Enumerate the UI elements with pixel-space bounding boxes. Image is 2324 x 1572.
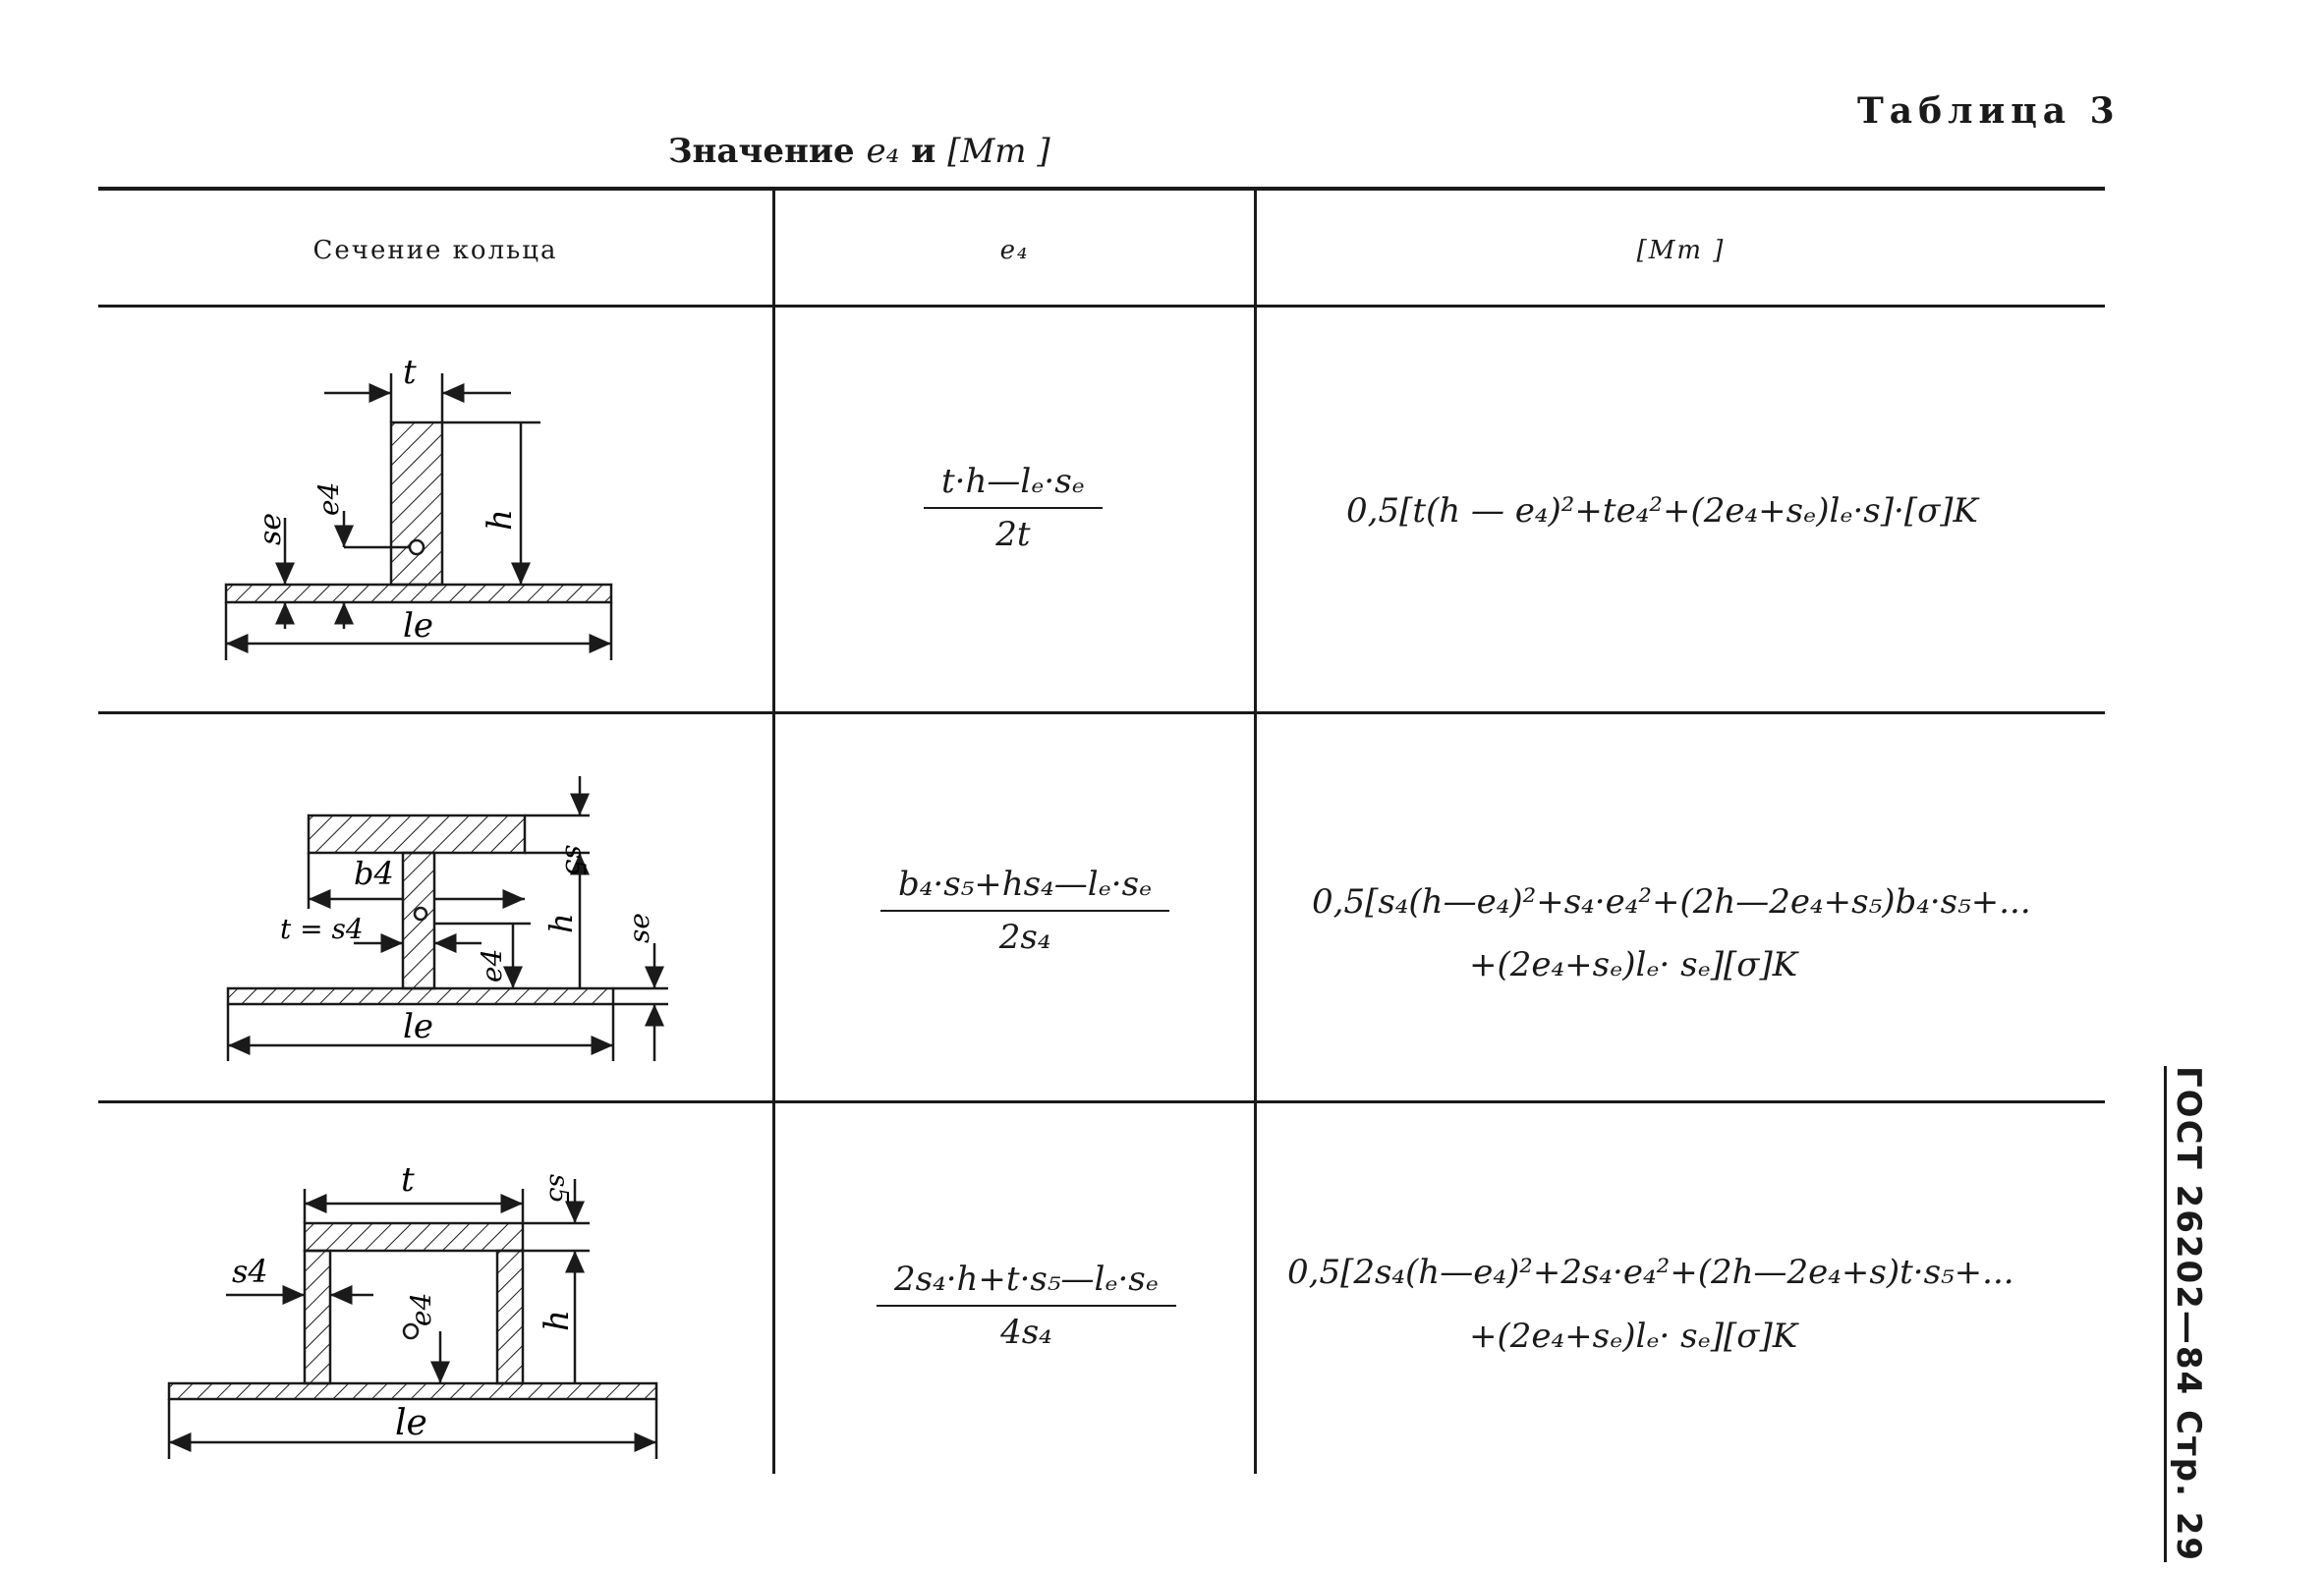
- table-number: Таблица 3: [1857, 90, 2121, 132]
- title-e4: e₄: [866, 132, 900, 171]
- title-mt: [Mт ]: [947, 132, 1050, 171]
- label-se-row1: se: [254, 512, 288, 545]
- e4-formula-row3: [877, 1260, 1176, 1352]
- label-b4-row2: b4: [354, 855, 394, 892]
- e4-numerator-row2: b₄·s₅+hs₄—lₑ·sₑ: [880, 865, 1169, 912]
- title-prefix: Значение: [668, 132, 855, 171]
- e4-denominator-row2: 2s₄: [998, 918, 1051, 957]
- mt-formula-row3-line1: 0,5[2s₄(h—e₄)²+2s₄·e₄²+(2h—2e₄+s)t·s₅+...: [1287, 1253, 2014, 1292]
- header-section: Сечение кольца: [312, 236, 558, 265]
- label-s5-row2: s5: [559, 845, 592, 877]
- e4-numerator-row1: t·h—lₑ·sₑ: [924, 462, 1103, 509]
- header-mt-text: [Mт ]: [1636, 236, 1726, 265]
- label-h-row2: h: [542, 913, 580, 933]
- label-e4-row3: e4: [405, 1292, 437, 1326]
- label-se-row2: se: [623, 913, 655, 943]
- label-e4-row1: e4: [312, 481, 345, 516]
- e4-formula-row2: [880, 865, 1169, 957]
- header-e4-text: e₄: [999, 236, 1030, 265]
- label-le-row2: le: [403, 1007, 433, 1046]
- mt-formula-row2-line2: +(2e₄+sₑ)lₑ· sₑ][σ]K: [1469, 945, 1798, 984]
- label-t-row1: t: [403, 353, 417, 392]
- label-h-row3: h: [538, 1310, 577, 1331]
- mt-formula-row3-line2: +(2e₄+sₑ)lₑ· sₑ][σ]K: [1469, 1317, 1798, 1356]
- mt-formula-row1: 0,5[t(h — e₄)²+te₄²+(2e₄+sₑ)lₑ·s]·[σ]K: [1346, 491, 1978, 531]
- label-h-row1: h: [481, 509, 520, 531]
- label-le-row3: le: [395, 1403, 427, 1443]
- mt-formula-row2-line1: 0,5[s₄(h—e₄)²+s₄·e₄²+(2h—2e₄+s₅)b₄·s₅+...: [1312, 882, 2031, 922]
- label-e4-row2: e4: [476, 948, 508, 982]
- e4-denominator-row1: 2t: [995, 515, 1031, 554]
- standard-page-label-text: ГОСТ 26202—84 Стр. 29: [2164, 1066, 2208, 1562]
- title-and: и: [911, 132, 936, 171]
- e4-denominator-row3: 4s₄: [1000, 1313, 1052, 1352]
- label-t-row3: t: [401, 1160, 415, 1200]
- label-le-row1: le: [403, 606, 433, 646]
- e4-formula-row1: [924, 462, 1103, 554]
- label-s5-row3: s5: [543, 1174, 573, 1204]
- label-t-s4-row2: t = s4: [280, 913, 364, 945]
- standard-page-label: [2157, 1066, 2216, 1563]
- label-s4-row3: s4: [232, 1253, 268, 1290]
- e4-numerator-row3: 2s₄·h+t·s₅—lₑ·sₑ: [877, 1260, 1176, 1307]
